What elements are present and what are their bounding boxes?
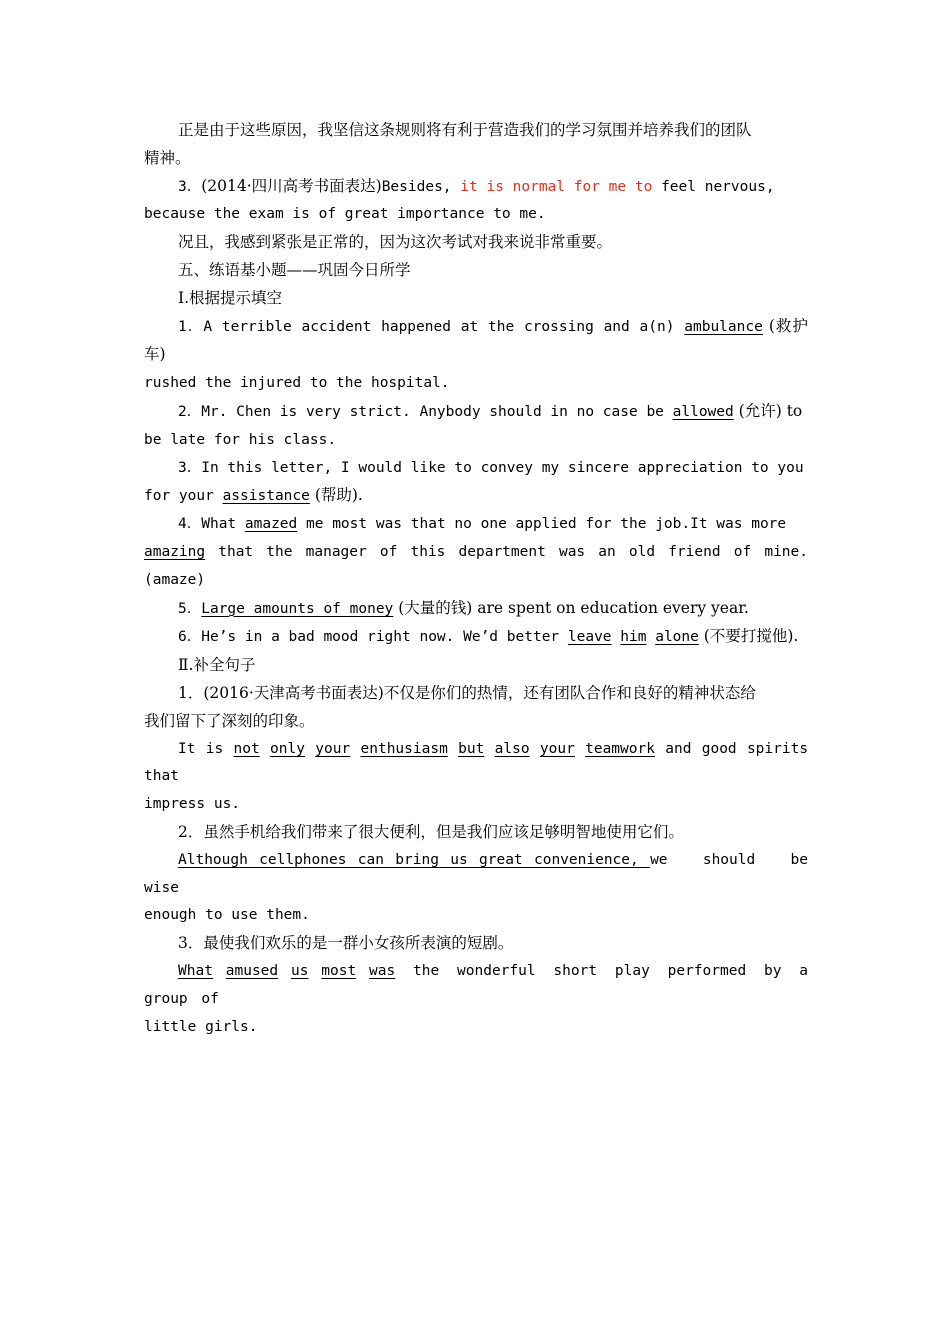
question-1 bbox=[144, 313, 808, 398]
answer-blank: assistance bbox=[222, 488, 310, 505]
answer-blank: not bbox=[233, 740, 260, 757]
answer-blank: teamwork bbox=[585, 740, 655, 757]
text-span: that the manager of this department was an old friend of mine.(amaze) bbox=[144, 543, 808, 588]
document-page bbox=[144, 117, 808, 1041]
answer-blank: us bbox=[290, 962, 309, 979]
subsection-heading: Ⅰ.根据提示填空 bbox=[178, 288, 283, 307]
answer-blank: your bbox=[315, 740, 351, 757]
answer-blank: Large amounts of money bbox=[201, 600, 394, 617]
answer-blank: your bbox=[539, 740, 575, 757]
answer-blank: leave bbox=[567, 629, 612, 646]
answer-blank: him bbox=[620, 629, 647, 646]
sentence-3 bbox=[144, 173, 808, 230]
text-line: 精神。 bbox=[144, 148, 191, 167]
hint: (救护车) bbox=[144, 316, 808, 364]
text-span: feel nervous, bbox=[652, 178, 775, 195]
complete-sentence-1-answer bbox=[144, 736, 808, 819]
question-2 bbox=[144, 398, 808, 455]
answer-blank: alone bbox=[655, 629, 699, 646]
text-span: 3．In this letter, I would like to convey my sincere appreciation to you bbox=[178, 459, 804, 476]
text-span: 我们留下了深刻的印象。 bbox=[144, 711, 315, 730]
subsection-heading: Ⅱ.补全句子 bbox=[178, 656, 256, 675]
text-span: 1．A terrible accident happened at the crossing and a(n) bbox=[178, 318, 685, 335]
text-line: 正是由于这些原因，我坚信这条规则将有利于营造我们的学习氛围并培养我们的团队 bbox=[178, 121, 752, 139]
text-span: and good spirits that bbox=[144, 740, 809, 785]
text-span: 5． bbox=[178, 600, 202, 617]
answer-blank: amazed bbox=[244, 516, 298, 533]
text-span: 6．He’s in a bad mood right now. We’d better bbox=[178, 629, 568, 646]
text-span: the wonderful short play performed by a group of bbox=[144, 962, 809, 1007]
answer-blank: ambulance bbox=[684, 318, 763, 335]
answer-blank: most bbox=[321, 962, 357, 979]
translation-line: 况且，我感到紧张是正常的，因为这次考试对我来说非常重要。 bbox=[178, 233, 613, 252]
text-span: because the exam is of great importance to me. bbox=[144, 206, 546, 223]
complete-sentence-3-answer bbox=[144, 958, 808, 1041]
paragraph-translation bbox=[144, 117, 808, 173]
text-span: 2．Mr. Chen is very strict. Anybody should in no case be bbox=[178, 403, 673, 420]
text-span: me most was that no one applied for the job.It was more bbox=[297, 516, 787, 533]
section-heading: 五、练语基小题——巩固今日所学 bbox=[178, 260, 411, 279]
text-span: It is bbox=[178, 740, 234, 757]
text-span: impress us. bbox=[144, 796, 241, 813]
question-4 bbox=[144, 511, 808, 594]
source-label: (2014·四川高考书面表达) bbox=[201, 176, 382, 195]
answer-blank: amused bbox=[225, 962, 279, 979]
highlighted-phrase: it is normal for me to bbox=[460, 178, 653, 195]
text-span: 4．What bbox=[178, 516, 245, 533]
text-span: be late for his class. bbox=[144, 431, 337, 448]
complete-sentence-2-answer bbox=[144, 847, 808, 930]
answer-blank: was bbox=[369, 962, 396, 979]
text-span: little girls. bbox=[144, 1018, 258, 1035]
question-6 bbox=[144, 623, 808, 652]
answer-blank: Although cellphones can bring us great convenience, bbox=[178, 851, 651, 868]
complete-sentence-2-prompt: 2．虽然手机给我们带来了很大便利，但是我们应该足够明智地使用它们。 bbox=[178, 822, 684, 841]
text-span: Besides, bbox=[381, 178, 461, 195]
hint: (大量的钱) are spent on education every year. bbox=[393, 598, 749, 617]
text-span: 1．(2016·天津高考书面表达)不仅是你们的热情，还有团队合作和良好的精神状态给 bbox=[178, 683, 756, 702]
hint: (帮助). bbox=[309, 486, 363, 505]
answer-blank: amazing bbox=[144, 543, 206, 560]
answer-blank: but bbox=[458, 740, 485, 757]
question-3 bbox=[144, 455, 808, 512]
answer-blank: What bbox=[178, 962, 213, 979]
answer-blank: also bbox=[494, 740, 530, 757]
text-span: enough to use them. bbox=[144, 907, 310, 924]
complete-sentence-1-prompt bbox=[144, 680, 808, 736]
text-span: we should be wise bbox=[144, 851, 808, 896]
answer-blank: only bbox=[270, 740, 305, 757]
question-5 bbox=[144, 595, 808, 624]
text-span: for your bbox=[144, 488, 223, 505]
complete-sentence-3-prompt: 3．最使我们欢乐的是一群小女孩所表演的短剧。 bbox=[178, 934, 514, 953]
hint: (不要打搅他). bbox=[698, 627, 799, 646]
answer-blank: enthusiasm bbox=[360, 740, 448, 757]
item-number: 3． bbox=[178, 178, 202, 195]
text-span: rushed the injured to the hospital. bbox=[144, 375, 450, 392]
answer-blank: allowed bbox=[672, 403, 734, 420]
hint: (允许) to bbox=[733, 401, 803, 420]
